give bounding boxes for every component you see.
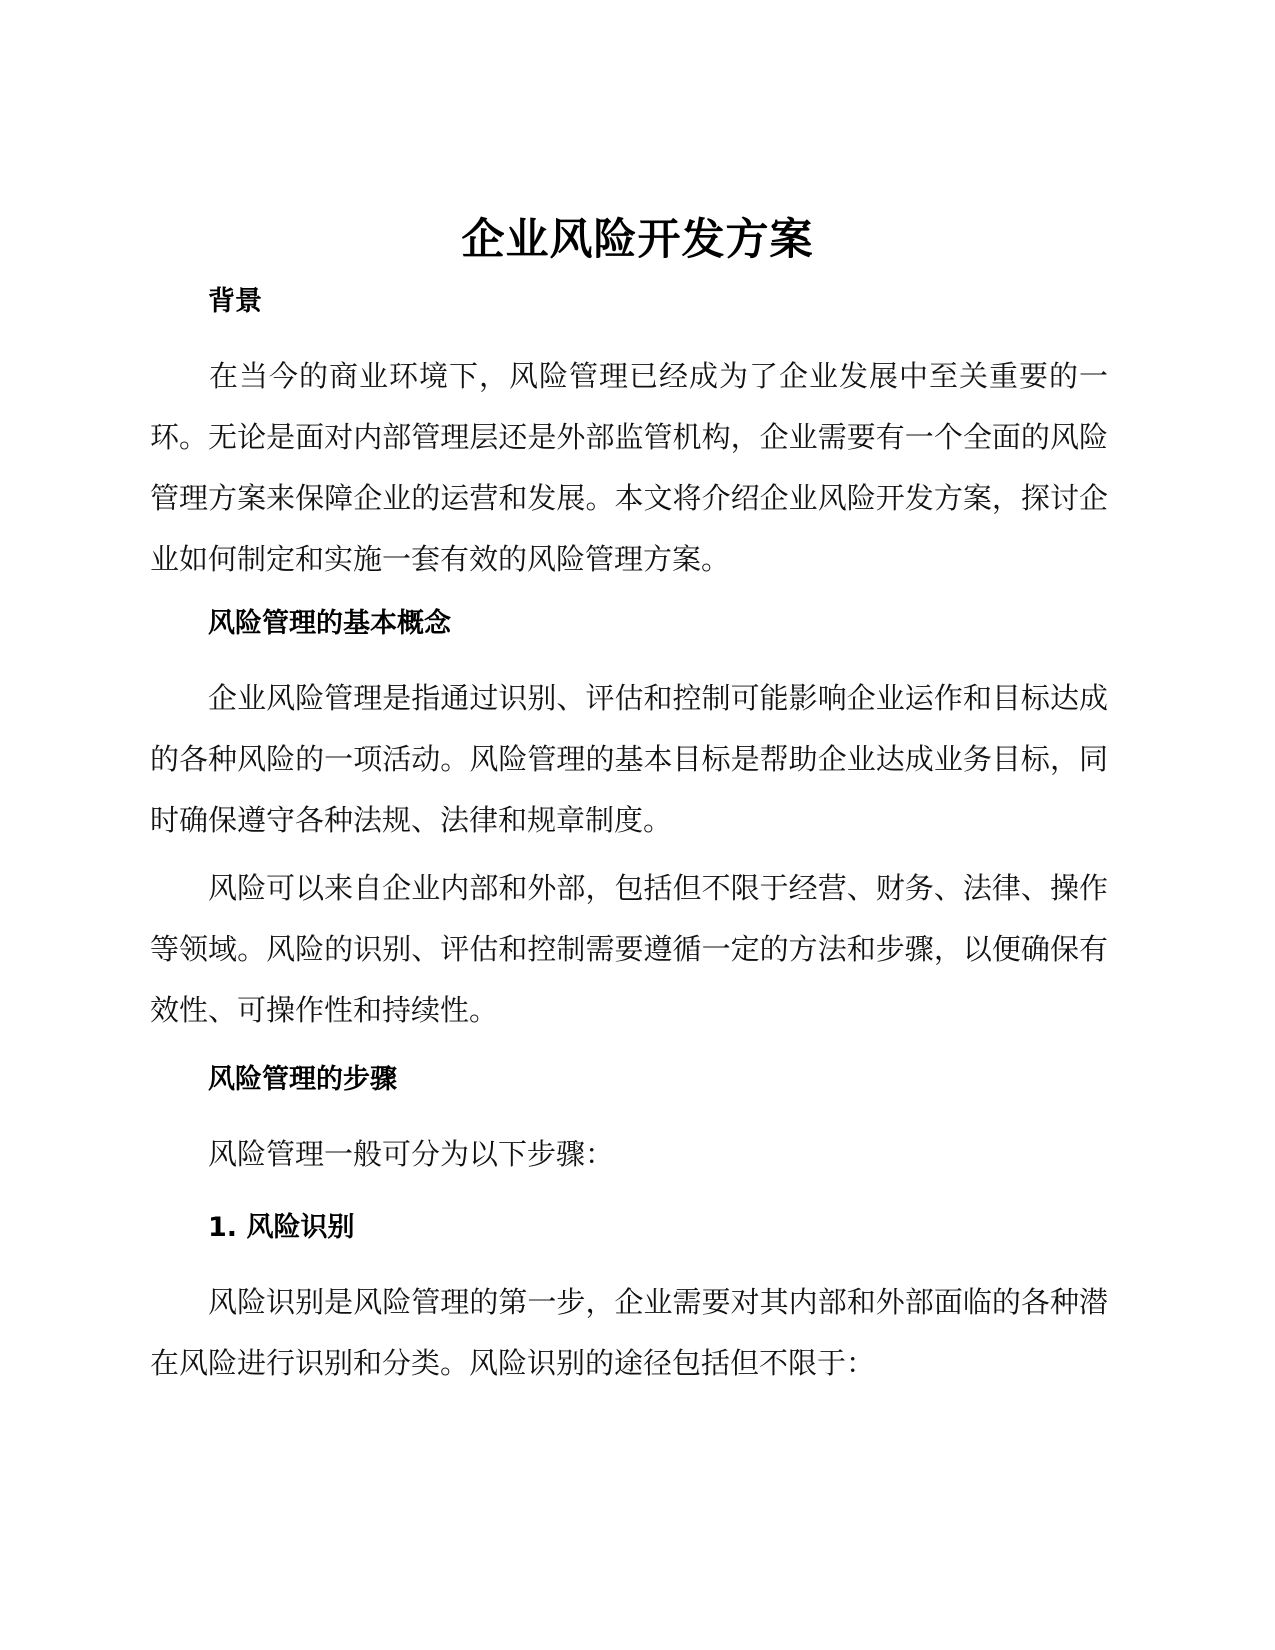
section-heading-steps: 风险管理的步骤 (208, 1064, 397, 1095)
document-title: 企业风险开发方案 (461, 215, 814, 265)
risk-identification-paragraph-text: 风险识别是风险管理的第一步，企业需要对其内部和外部面临的各种潜在风险进行识别和分类。风险识别的途径包括但不限于： (150, 1285, 1108, 1380)
section-heading-background: 背景 (208, 286, 262, 317)
concept-paragraph-1 (150, 668, 1108, 851)
section-heading-concept: 风险管理的基本概念 (208, 608, 451, 639)
concept-paragraph-2-text: 风险可以来自企业内部和外部，包括但不限于经营、财务、法律、操作等领域。风险的识别、评估和控制需要遵循一定的方法和步骤，以便确保有效性、可操作性和持续性。 (150, 871, 1108, 1027)
concept-paragraph-2 (150, 858, 1108, 1041)
steps-intro: 风险管理一般可分为以下步骤： (208, 1137, 615, 1171)
concept-paragraph-1-text: 企业风险管理是指通过识别、评估和控制可能影响企业运作和目标达成的各种风险的一项活动。风险管理的基本目标是帮助企业达成业务目标，同时确保遵守各种法规、法律和规章制度。 (150, 681, 1108, 837)
risk-identification-paragraph (150, 1272, 1108, 1394)
background-paragraph-text: 在当今的商业环境下，风险管理已经成为了企业发展中至关重要的一环。无论是面对内部管理层还是外部监管机构，企业需要有一个全面的风险管理方案来保障企业的运营和发展。本文将介绍企业风险开发方案，探讨企业如何制定和实施一套有效的风险管理方案。 (150, 359, 1108, 576)
subsection-heading-risk-identification: 1. 风险识别 (208, 1212, 355, 1243)
background-paragraph (150, 346, 1108, 590)
